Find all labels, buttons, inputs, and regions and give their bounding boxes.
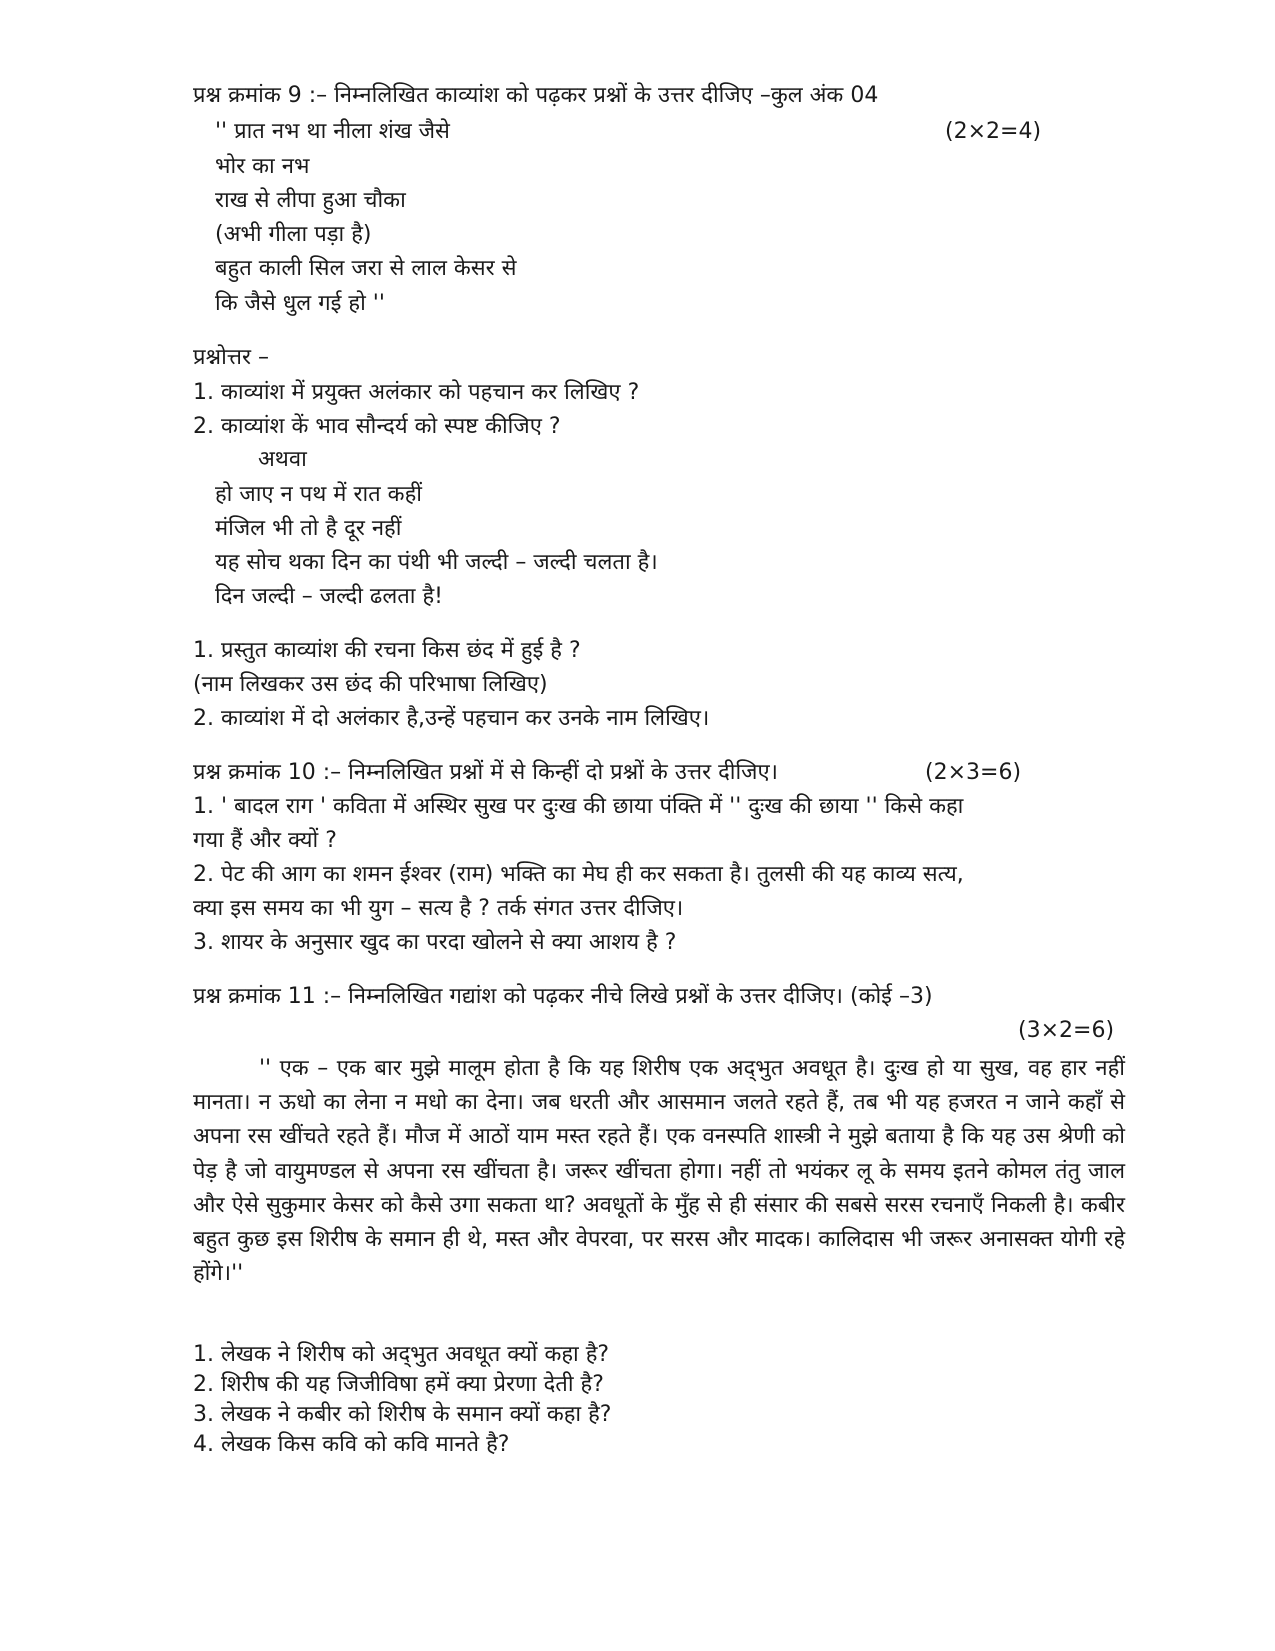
q11-question: 4. लेखक किस कवि को कवि मानते है?: [193, 1432, 510, 1457]
q9-poem-line: बहुत काली सिल जरा से लाल केसर से: [215, 256, 517, 281]
q9-poem-line: (अभी गीला पड़ा है): [215, 222, 372, 247]
q11-question: 2. शिरीष की यह जिजीविषा हमें क्या प्रेरणा देती है?: [193, 1372, 604, 1397]
q9-question: 1. काव्यांश में प्रयुक्त अलंकार को पहचान कर लिखिए ?: [193, 380, 640, 405]
q9-alt-poem-line: यह सोच थका दिन का पंथी भी जल्दी – जल्दी चलता है।: [215, 550, 658, 575]
q9-heading: प्रश्न क्रमांक 9 :– निम्नलिखित काव्यांश को पढ़कर प्रश्नों के उत्तर दीजिए –कुल अंक 04: [193, 83, 879, 108]
q9-poem-line: राख से लीपा हुआ चौका: [215, 188, 406, 213]
q9-poem-line: भोर का नभ: [215, 154, 310, 179]
q9-marks: (2×2=4): [945, 119, 1042, 144]
q9-question: 2. काव्यांश कें भाव सौन्दर्य को स्पष्ट कीजिए ?: [193, 414, 561, 439]
q9-alt-question: (नाम लिखकर उस छंद की परिभाषा लिखिए): [193, 672, 548, 697]
q9-poem-line: '' प्रात नभ था नीला शंख जैसे: [215, 119, 450, 144]
q10-marks: (2×3=6): [925, 760, 1022, 785]
q10-line: 1. ' बादल राग ' कविता में अस्थिर सुख पर दुःख की छाया पंक्ति में '' दुःख की छाया '' किसे कहा: [193, 794, 964, 819]
q9-alt-poem-line: दिन जल्दी – जल्दी ढलता है!: [215, 584, 443, 609]
q9-poem-line: कि जैसे धुल गई हो '': [215, 291, 385, 316]
q10-line: क्या इस समय का भी युग – सत्य है ? तर्क संगत उत्तर दीजिए।: [193, 896, 684, 921]
or-label: अथवा: [258, 447, 307, 472]
q10-line: 3. शायर के अनुसार खुद का परदा खोलने से क्या आशय है ?: [193, 930, 677, 955]
q9-answers-label: प्रश्नोत्तर –: [193, 345, 269, 370]
q10-heading: प्रश्न क्रमांक 10 :– निम्नलिखित प्रश्नों में से किन्हीं दो प्रश्नों के उत्तर दीजिए।: [193, 760, 778, 785]
q9-alt-poem-line: मंजिल भी तो है दूर नहीं: [215, 516, 402, 541]
q10-line: 2. पेट की आग का शमन ईश्वर (राम) भक्ति का मेघ ही कर सकता है। तुलसी की यह काव्य सत्य,: [193, 862, 964, 887]
q9-alt-question: 2. काव्यांश में दो अलंकार है,उन्हें पहचान कर उनके नाम लिखिए।: [193, 706, 710, 731]
q11-passage: '' एक – एक बार मुझे मालूम होता है कि यह शिरीष एक अद्‌भुत अवधूत है। दुःख हो या सुख, वह हार नहीं मानता। न ऊधो का लेना न मधो का देना। जब धरती और आसमान जलते रहते हैं, तब भी यह हजरत न जाने कहाँ से अपना रस खींचते रहते हैं। मौज में आठों याम मस्त रहते हैं। एक वनस्पति शास्त्री ने मुझे बताया है कि यह उस श्रेणी को पेड़ है जो वायुमण्डल से अपना रस खींचता है। जरूर खींचता होगा। नहीं तो भयंकर लू के समय इतने कोमल तंतु जाल और ऐसे सुकुमार केसर को कैसे उगा सकता था? अवधूतों के मुँह से ही संसार की सबसे सरस रचनाएँ निकली है। कबीर बहुत कुछ इस शिरीष के समान ही थे, मस्त और वेपरवा, पर सरस और मादक। कालिदास भी जरूर अनासक्त योगी रहे होंगे।'': [193, 1056, 1125, 1287]
q11-marks: (3×2=6): [1018, 1018, 1115, 1043]
q10-line: गया हैं और क्यों ?: [193, 828, 337, 853]
q11-question: 3. लेखक ने कबीर को शिरीष के समान क्यों कहा है?: [193, 1402, 612, 1427]
q9-alt-poem-line: हो जाए न पथ में रात कहीं: [215, 482, 422, 507]
q11-heading: प्रश्न क्रमांक 11 :– निम्नलिखित गद्यांश को पढ़कर नीचे लिखे प्रश्नों के उत्तर दीजिए। (कोई –3): [193, 984, 933, 1009]
q11-question: 1. लेखक ने शिरीष को अद्‌भुत अवधूत क्यों कहा है?: [193, 1342, 610, 1367]
q9-alt-question: 1. प्रस्तुत काव्यांश की रचना किस छंद में हुई है ?: [193, 638, 581, 663]
